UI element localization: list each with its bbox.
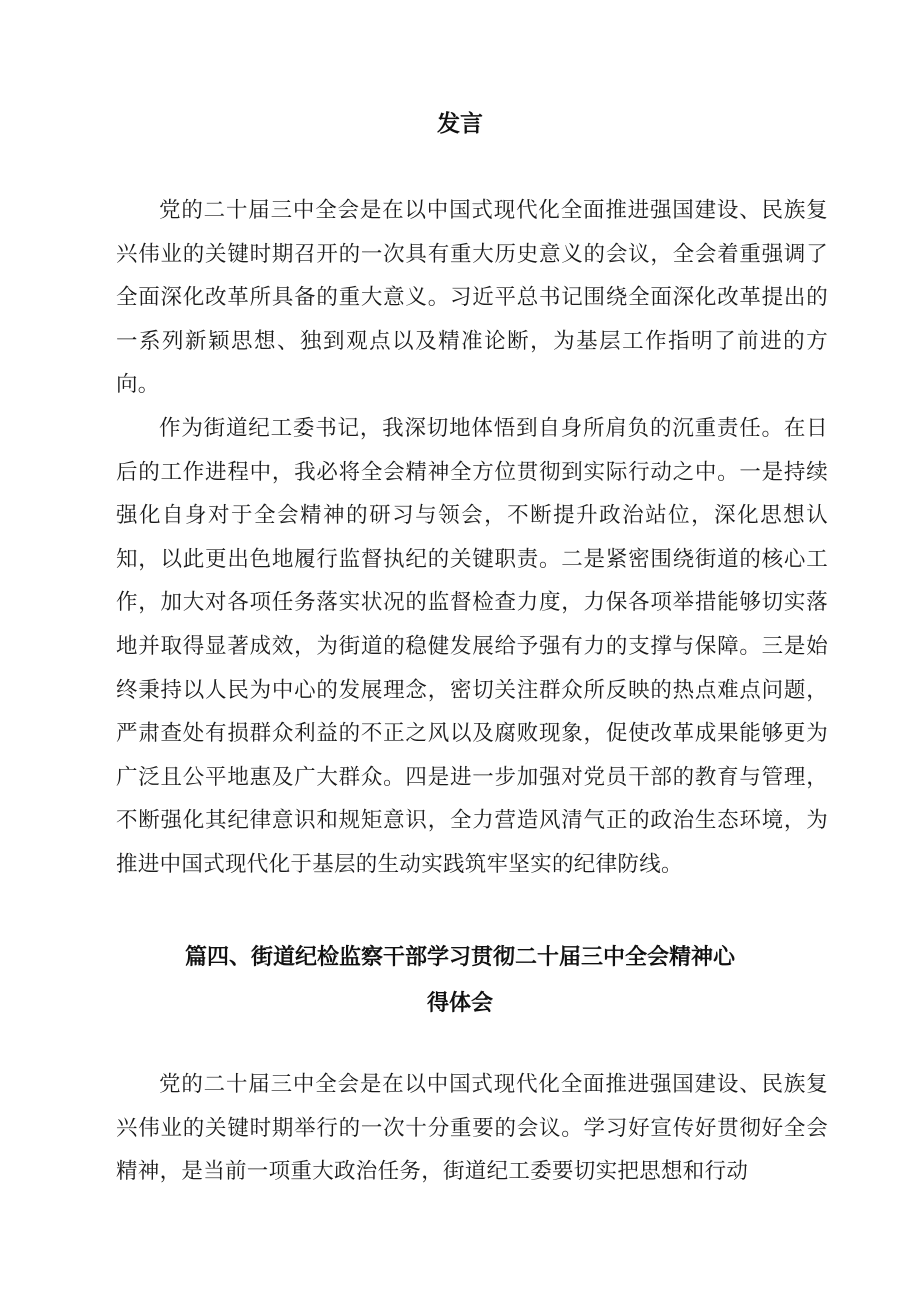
body-paragraph-1: 党的二十届三中全会是在以中国式现代化全面推进强国建设、民族复兴伟业的关键时期召开的一次具有重大历史意义的会议，全会着重强调了全面深化改革所具备的重大意义。习近平总书记围绕全面深化改革提出的一系列新颖思想、独到观点以及精准论断，为基层工作指明了前进的方向。 [116,198,828,398]
speech-heading: 发言 [437,111,483,137]
section-heading-line-2: 得体会 [426,991,493,1016]
section-heading [0,935,920,1027]
body-paragraph-3: 党的二十届三中全会是在以中国式现代化全面推进强国建设、民族复兴伟业的关键时期举行的一次十分重要的会议。学习好宣传好贯彻好全会精神，是当前一项重大政治任务，街道纪工委要切实把思想和行动 [116,1072,828,1185]
body-paragraph-2: 作为街道纪工委书记，我深切地体悟到自身所肩负的沉重责任。在日后的工作进程中，我必将全会精神全方位贯彻到实际行动之中。一是持续强化自身对于全会精神的研习与领会，不断提升政治站位，深化思想认知，以此更出色地履行监督执纪的关键职责。二是紧密围绕街道的核心工作，加大对各项任务落实状况的监督检查力度，力保各项举措能够切实落地并取得显著成效，为街道的稳健发展给予强有力的支撑与保障。三是始终秉持以人民为中心的发展理念，密切关注群众所反映的热点难点问题，严肃查处有损群众利益的不正之风以及腐败现象，促使改革成果能够更为广泛且公平地惠及广大群众。四是进一步加强对党员干部的教育与管理，不断强化其纪律意识和规矩意识，全力营造风清气正的政治生态环境，为推进中国式现代化于基层的生动实践筑牢坚实的纪律防线。 [116,416,828,877]
section-heading-line-1: 篇四、街道纪检监察干部学习贯彻二十届三中全会精神心 [184,945,735,970]
